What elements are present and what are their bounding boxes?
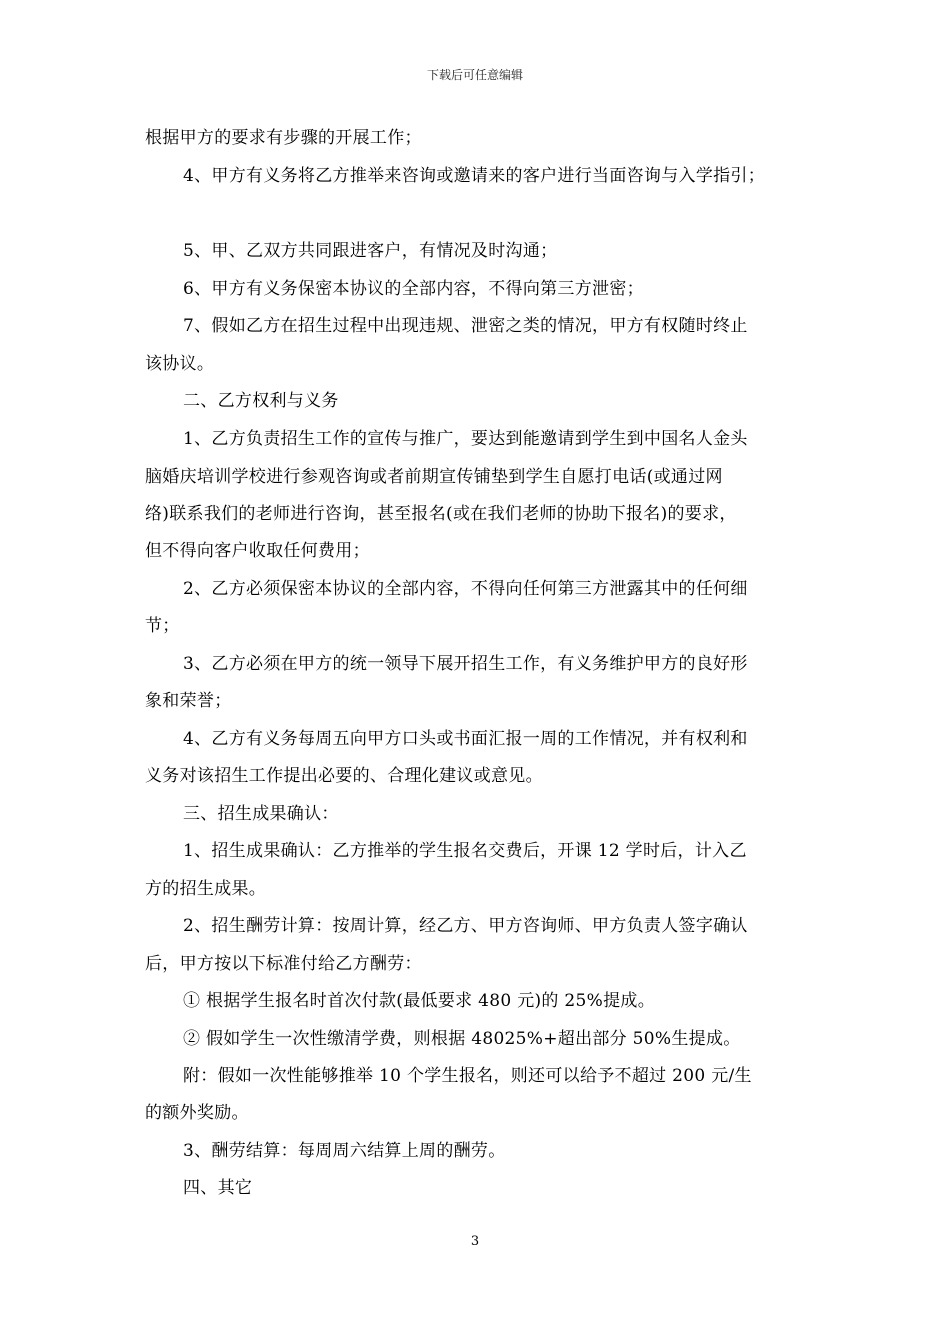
body-line: 3、乙方必须在甲方的统一领导下展开招生工作，有义务维护甲方的良好形 bbox=[183, 654, 748, 674]
section-heading: 四、其它 bbox=[183, 1178, 253, 1198]
page-header: 下载后可任意编辑 bbox=[426, 68, 523, 82]
body-line: 2、招生酬劳计算：按周计算，经乙方、甲方咨询师、甲方负责人签字确认 bbox=[183, 916, 748, 936]
body-line: 5、甲、乙双方共同跟进客户，有情况及时沟通； bbox=[183, 241, 558, 261]
section-heading: 二、乙方权利与义务 bbox=[183, 391, 339, 411]
body-line: 4、乙方有义务每周五向甲方口头或书面汇报一周的工作情况，并有权利和 bbox=[183, 729, 748, 749]
body-line: 络)联系我们的老师进行咨询，甚至报名(或在我们老师的协助下报名)的要求， bbox=[145, 504, 737, 524]
body-line: 的额外奖励。 bbox=[145, 1103, 249, 1123]
section-heading: 三、招生成果确认： bbox=[183, 804, 339, 824]
body-line: 脑婚庆培训学校进行参观咨询或者前期宣传铺垫到学生自愿打电话(或通过网 bbox=[145, 467, 723, 487]
body-line: 7、假如乙方在招生过程中出现违规、泄密之类的情况，甲方有权随时终止 bbox=[183, 316, 748, 336]
body-line: 4、甲方有义务将乙方推举来咨询或邀请来的客户进行当面咨询与入学指引； bbox=[183, 166, 766, 186]
body-line: 方的招生成果。 bbox=[145, 879, 267, 899]
body-line: 但不得向客户收取任何费用； bbox=[145, 541, 370, 561]
body-line: 附：假如一次性能够推举 10 个学生报名，则还可以给予不超过 200 元/生 bbox=[183, 1066, 752, 1086]
body-line: 1、招生成果确认：乙方推举的学生报名交费后，开课 12 学时后，计入乙 bbox=[183, 841, 747, 861]
body-line: 节； bbox=[145, 616, 180, 636]
body-line: 6、甲方有义务保密本协议的全部内容，不得向第三方泄密； bbox=[183, 279, 644, 299]
body-line: 根据甲方的要求有步骤的开展工作； bbox=[145, 128, 422, 148]
body-line: 象和荣誉； bbox=[145, 691, 232, 711]
body-line: 3、酬劳结算：每周周六结算上周的酬劳。 bbox=[183, 1141, 506, 1161]
body-line: 后，甲方按以下标准付给乙方酬劳： bbox=[145, 954, 422, 974]
page-number: 3 bbox=[470, 1234, 480, 1249]
body-line: 1、乙方负责招生工作的宣传与推广，要达到能邀请到学生到中国名人金头 bbox=[183, 429, 748, 449]
body-line: 该协议。 bbox=[145, 354, 215, 374]
body-line: ② 假如学生一次性缴清学费，则根据 48025%+超出部分 50%生提成。 bbox=[183, 1029, 741, 1049]
body-line: 2、乙方必须保密本协议的全部内容，不得向任何第三方泄露其中的任何细 bbox=[183, 579, 748, 599]
body-line: ① 根据学生报名时首次付款(最低要求 480 元)的 25%提成。 bbox=[183, 991, 656, 1011]
body-line: 义务对该招生工作提出必要的、合理化建议或意见。 bbox=[145, 766, 543, 786]
